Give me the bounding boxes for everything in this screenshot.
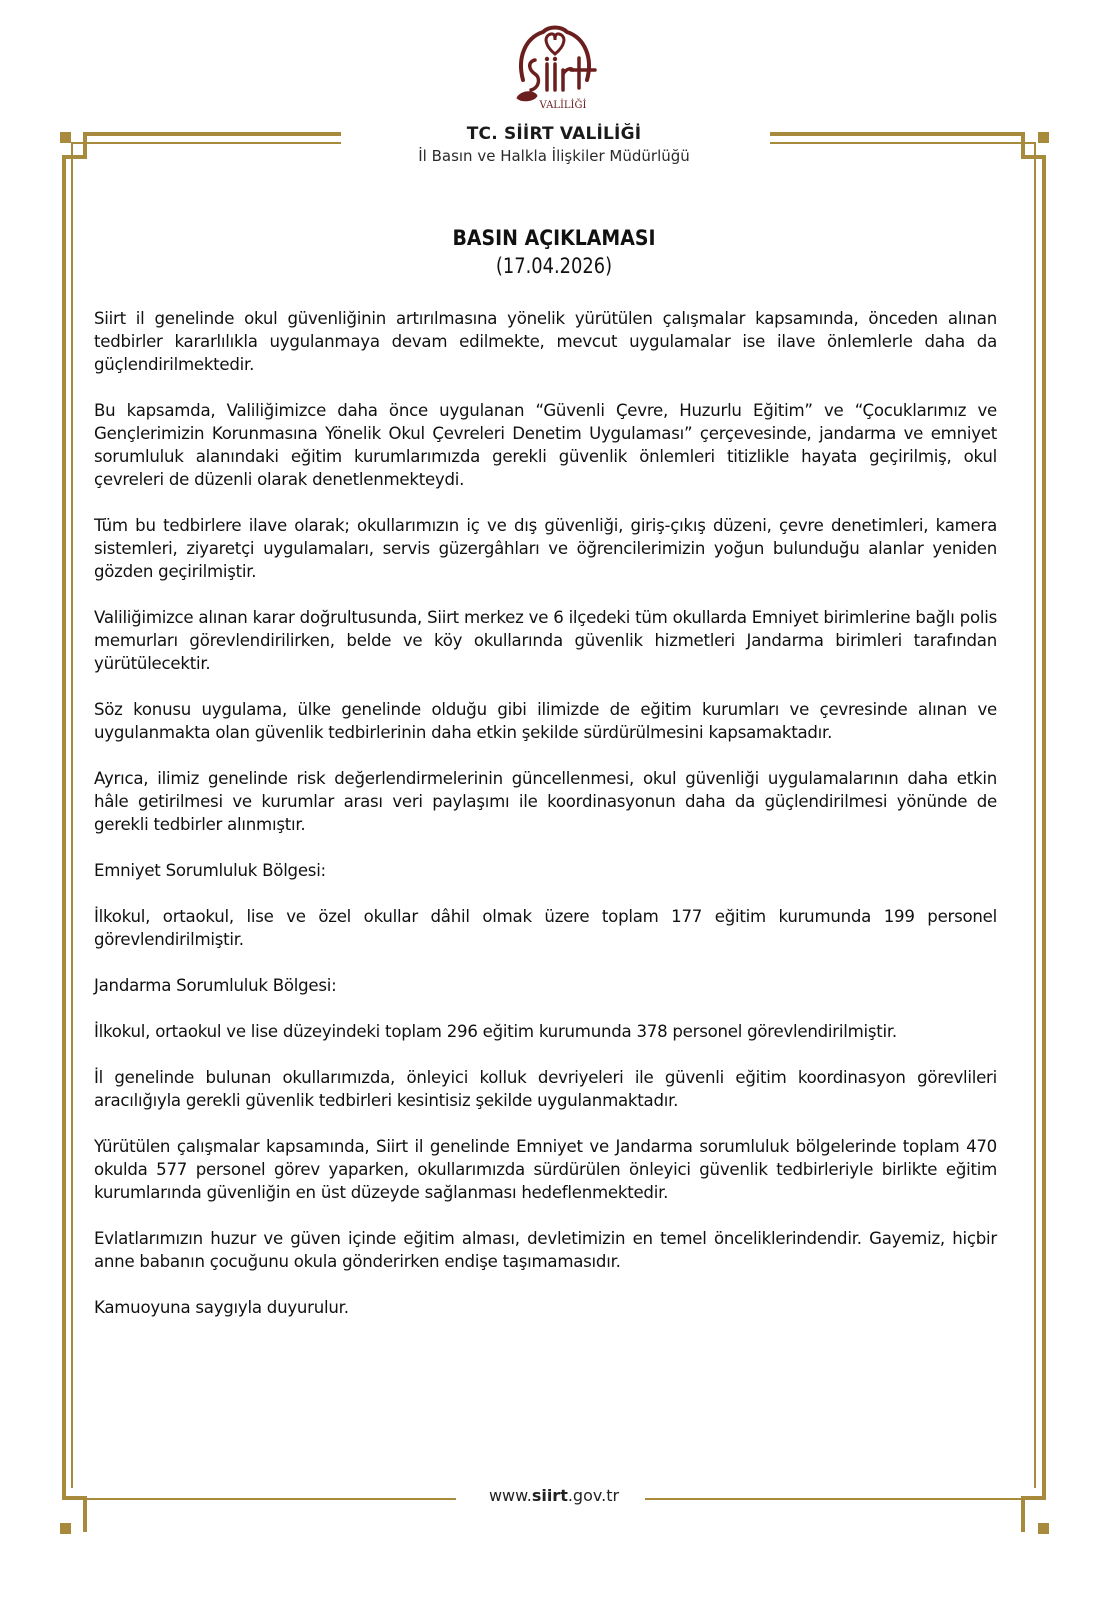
siirt-valiligi-logo: [505, 18, 605, 118]
frame-left-thin: [71, 142, 73, 1488]
logo-label: VALİLİĞİ: [539, 100, 587, 111]
frame-right-thick: [1042, 155, 1046, 1498]
document-date: (17.04.2026): [495, 254, 613, 278]
paragraph-previous-measures: Bu kapsamda, Valiliğimizce daha önce uygulanan “Güvenli Çevre, Huzurlu Eğitim” ve “Çocuklarımız ve Gençlerimizin Korunmasına Yönelik Okul Çevreleri Denetim Uygulaması” çerçevesinde, jandarma ve emniyet sorumluluk alanındaki eğitim kurumlarımızda gerekli güvenlik önlemleri titizlikle hayata geçirilmiş, okul çevreleri de düzenli olarak denetlenmekteydi.: [94, 401, 997, 489]
url-domain: siirt: [531, 1486, 568, 1505]
paragraph-scope: Söz konusu uygulama, ülke genelinde olduğu gibi ilimizde de eğitim kurumları ve çevresinde alınan ve uygulanmakta olan güvenlik tedbirlerinin daha etkin şekilde sürdürülmesini kapsamaktadır.: [94, 700, 997, 742]
paragraph-emniyet-stats: İlkokul, ortaokul, lise ve özel okullar dâhil olmak üzere toplam 177 eğitim kurumunda 199 personel görevlendirilmiştir.: [94, 907, 997, 949]
url-prefix: www.: [488, 1486, 532, 1505]
paragraph-jandarma-stats: İlkokul, ortaokul ve lise düzeyindeki toplam 296 eğitim kurumunda 378 personel görevlendirilmiştir.: [94, 1022, 897, 1041]
corner-square-bottom-right: [1038, 1523, 1049, 1534]
frame-right-thin: [1034, 142, 1036, 1488]
organization-title: TC. SİİRT VALİLİĞİ: [466, 124, 642, 144]
paragraph-decision: Valiliğimizce alınan karar doğrultusunda, Siirt merkez ve 6 ilçedeki tüm okullarda Emniyet birimlerine bağlı polis memurları görevlendirilirken, belde ve köy okullarında güvenlik hizmetleri Jandarma birimleri tarafından yürütülecektir.: [94, 608, 997, 673]
frame-left-thick: [62, 155, 66, 1498]
paragraph-priority: Evlatlarımızın huzur ve güven içinde eğitim alması, devletimizin en temel önceliklerindendir. Gayemiz, hiçbir anne babanın çocuğunu okula gönderirken endişe taşımamasıdır.: [94, 1229, 997, 1271]
url-suffix: .gov.tr: [567, 1486, 620, 1505]
website-link[interactable]: [0, 1486, 1108, 1505]
paragraph-additional-measures: Tüm bu tedbirlere ilave olarak; okullarımızın iç ve dış güvenliği, giriş-çıkış düzeni, çevre denetimleri, kamera sistemleri, ziyaretçi uygulamaları, servis güzergâhları ve öğrencilerimizin yoğun bulunduğu alanlar yeniden gözden geçirilmiştir.: [94, 516, 997, 581]
corner-square-bottom-left: [60, 1523, 71, 1534]
document-title: BASIN AÇIKLAMASI: [452, 226, 656, 250]
organization-subtitle: İl Basın ve Halkla İlişkiler Müdürlüğü: [418, 147, 690, 165]
paragraph-closing: Kamuoyuna saygıyla duyurulur.: [94, 1298, 349, 1317]
section-heading-jandarma: Jandarma Sorumluluk Bölgesi:: [94, 976, 337, 995]
section-heading-emniyet: Emniyet Sorumluluk Bölgesi:: [94, 861, 326, 880]
document-body: [94, 307, 997, 1342]
paragraph-patrols: İl genelinde bulunan okullarımızda, önleyici kolluk devriyeleri ile güvenli eğitim koordinasyon görevlileri aracılığıyla gerekli güvenlik tedbirleri kesintisiz şekilde uygulanmaktadır.: [94, 1068, 997, 1110]
paragraph-risk-assessment: Ayrıca, ilimiz genelinde risk değerlendirmelerinin güncellenmesi, okul güvenliği uygulamalarının daha etkin hâle getirilmesi ve kurumlar arası veri paylaşımı ile koordinasyonun daha da güçlendirilmesi yönünde de gerekli tedbirler alınmıştır.: [94, 769, 997, 834]
paragraph-intro: Siirt il genelinde okul güvenliğinin artırılmasına yönelik yürütülen çalışmalar kapsamında, önceden alınan tedbirler kararlılıkla uygulanmaya devam edilmekte, mevcut uygulamalar ise ilave önlemlerle daha da güçlendirilmektedir.: [94, 309, 997, 374]
paragraph-totals: Yürütülen çalışmalar kapsamında, Siirt il genelinde Emniyet ve Jandarma sorumluluk bölgelerinde toplam 470 okulda 577 personel görev yaparken, okullarımızda sürdürülen önleyici güvenlik tedbirleriyle birlikte eğitim kurumlarında güvenliğin en üst düzeyde sağlanması hedeflenmektedir.: [94, 1137, 997, 1202]
